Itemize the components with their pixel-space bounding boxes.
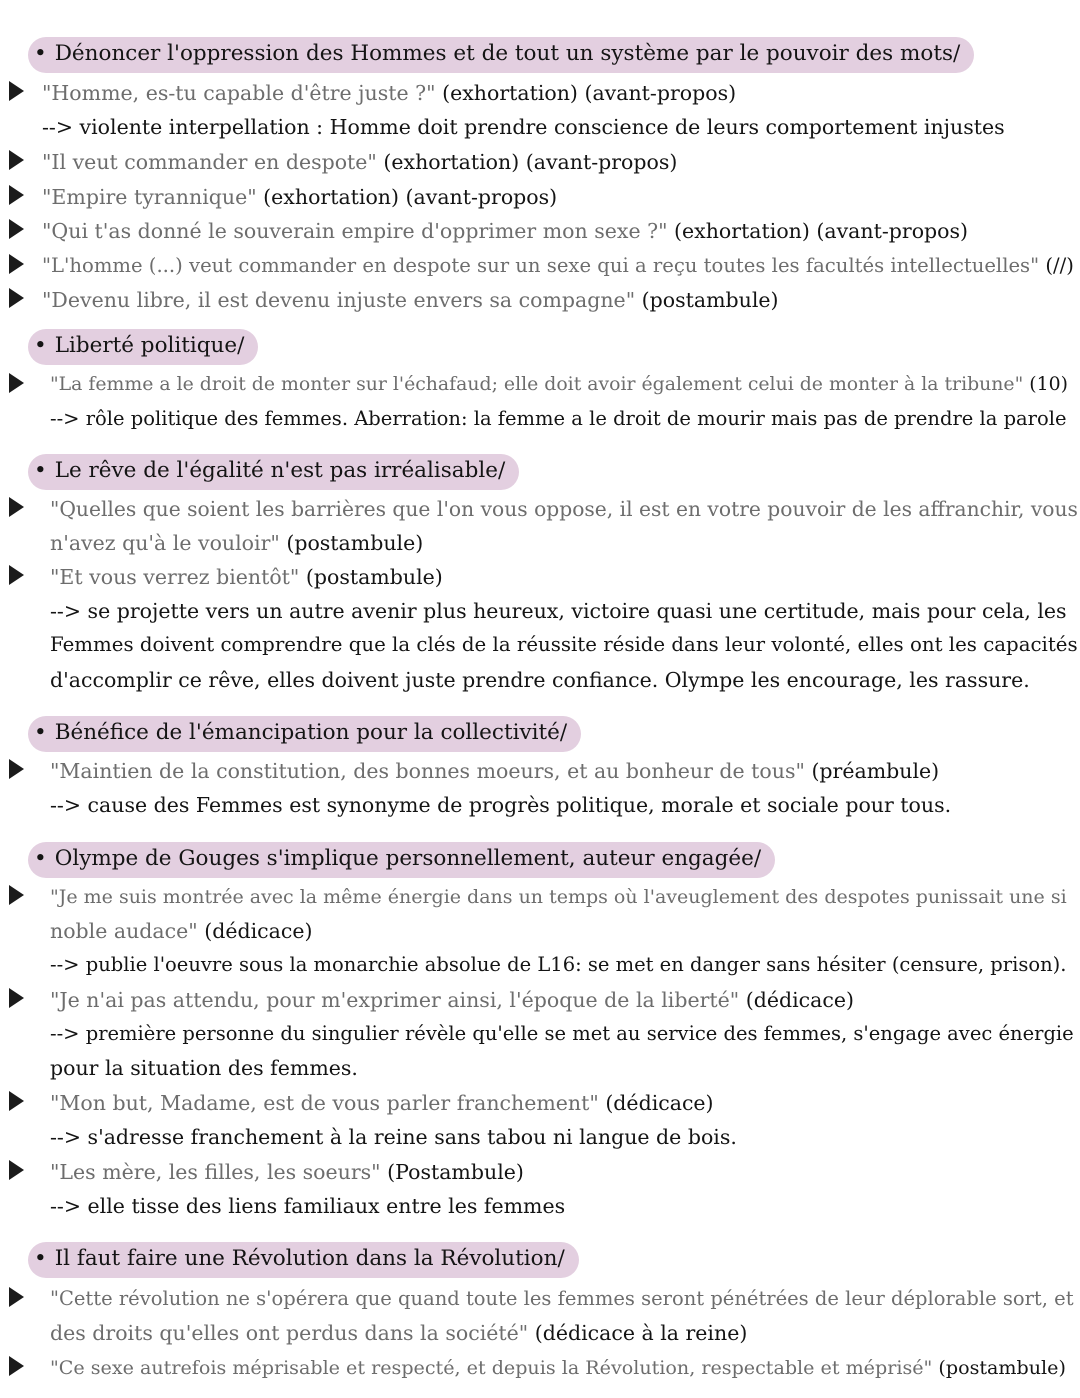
triangle-bullet-icon [9,254,24,274]
quote-line: n'avez qu'à le vouloir" (postambule) [50,531,424,555]
triangle-bullet-icon [9,185,24,205]
comment-line: --> se projette vers un autre avenir plus heureux, victoire quasi une certitude, mais pour cela, les [50,599,1067,623]
section-heading: • Bénéfice de l'émancipation pour la collectivité/ [28,716,581,752]
quote-line: "Mon but, Madame, est de vous parler franchement" (dédicace) [50,1091,714,1115]
quote-line: noble audace" (dédicace) [50,919,313,943]
comment-line: --> s'adresse franchement à la reine sans tabou ni langue de bois. [50,1125,737,1149]
quote-line: "Cette révolution ne s'opérera que quand toute les femmes seront pénétrées de leur déplorable sort, et [50,1287,1074,1310]
quote-line: des droits qu'elles ont perdus dans la société" (dédicace à la reine) [50,1321,748,1345]
quote-line: "Ce sexe autrefois méprisable et respecté, et depuis la Révolution, respectable et méprisé" (postambule) [50,1356,1066,1379]
section-heading: • Liberté politique/ [28,329,258,365]
quote-line: "Quelles que soient les barrières que l'on vous oppose, il est en votre pouvoir de les affranchir, vous [50,497,1078,521]
comment-line: --> violente interpellation : Homme doit prendre conscience de leurs comportement injustes [42,115,1005,139]
quote-line: "La femme a le droit de monter sur l'échafaud; elle doit avoir également celui de monter à la tribune" (10) [50,374,1068,395]
quote-line: "Devenu libre, il est devenu injuste envers sa compagne" (postambule) [42,288,779,312]
triangle-bullet-icon [9,81,24,101]
comment-line: d'accomplir ce rêve, elles doivent juste prendre confiance. Olympe les encourage, les rassure. [50,668,1030,692]
triangle-bullet-icon [9,1091,24,1111]
triangle-bullet-icon [9,373,24,393]
comment-line: pour la situation des femmes. [50,1056,358,1080]
comment-line: Femmes doivent comprendre que la clés de la réussite réside dans leur volonté, elles ont les capacités [50,633,1078,656]
triangle-bullet-icon [9,885,24,905]
quote-line: "Homme, es-tu capable d'être juste ?" (exhortation) (avant-propos) [42,81,737,105]
section-heading: • Olympe de Gouges s'implique personnellement, auteur engagée/ [28,842,775,878]
quote-line: "Je me suis montrée avec la même énergie dans un temps où l'aveuglement des despotes punissait une si [50,886,1067,908]
triangle-bullet-icon [9,988,24,1008]
section-heading: • Dénoncer l'oppression des Hommes et de tout un système par le pouvoir des mots/ [28,37,974,73]
triangle-bullet-icon [9,1287,24,1307]
quote-line: "Maintien de la constitution, des bonnes moeurs, et au bonheur de tous" (préambule) [50,759,940,783]
quote-line: "Et vous verrez bientôt" (postambule) [50,565,443,589]
quote-line: "L'homme (...) veut commander en despote sur un sexe qui a reçu toutes les facultés intellectuelles" (//) [42,254,1074,277]
quote-line: "Qui t'as donné le souverain empire d'opprimer mon sexe ?" (exhortation) (avant-propos) [42,219,969,243]
triangle-bullet-icon [9,1356,24,1376]
triangle-bullet-icon [9,150,24,170]
triangle-bullet-icon [9,1160,24,1180]
section-heading: • Le rêve de l'égalité n'est pas irréalisable/ [28,454,519,490]
quote-line: "Je n'ai pas attendu, pour m'exprimer ainsi, l'époque de la liberté" (dédicace) [50,988,854,1012]
quote-line: "Empire tyrannique" (exhortation) (avant-propos) [42,185,558,209]
comment-line: --> elle tisse des liens familiaux entre les femmes [50,1194,566,1218]
section-heading: • Il faut faire une Révolution dans la Révolution/ [28,1242,579,1278]
comment-line: --> première personne du singulier révèle qu'elle se met au service des femmes, s'engage avec énergie [50,1022,1074,1045]
quote-line: "Les mère, les filles, les soeurs" (Postambule) [50,1160,524,1184]
comment-line: --> cause des Femmes est synonyme de progrès politique, morale et sociale pour tous. [50,793,952,817]
triangle-bullet-icon [9,497,24,517]
triangle-bullet-icon [9,759,24,779]
triangle-bullet-icon [9,565,24,585]
comment-line: --> publie l'oeuvre sous la monarchie absolue de L16: se met en danger sans hésiter (censure, prison). [50,953,1067,976]
quote-line: "Il veut commander en despote" (exhortation) (avant-propos) [42,150,678,174]
triangle-bullet-icon [9,219,24,239]
triangle-bullet-icon [9,288,24,308]
comment-line: --> rôle politique des femmes. Aberration: la femme a le droit de mourir mais pas de prendre la parole [50,407,1067,430]
